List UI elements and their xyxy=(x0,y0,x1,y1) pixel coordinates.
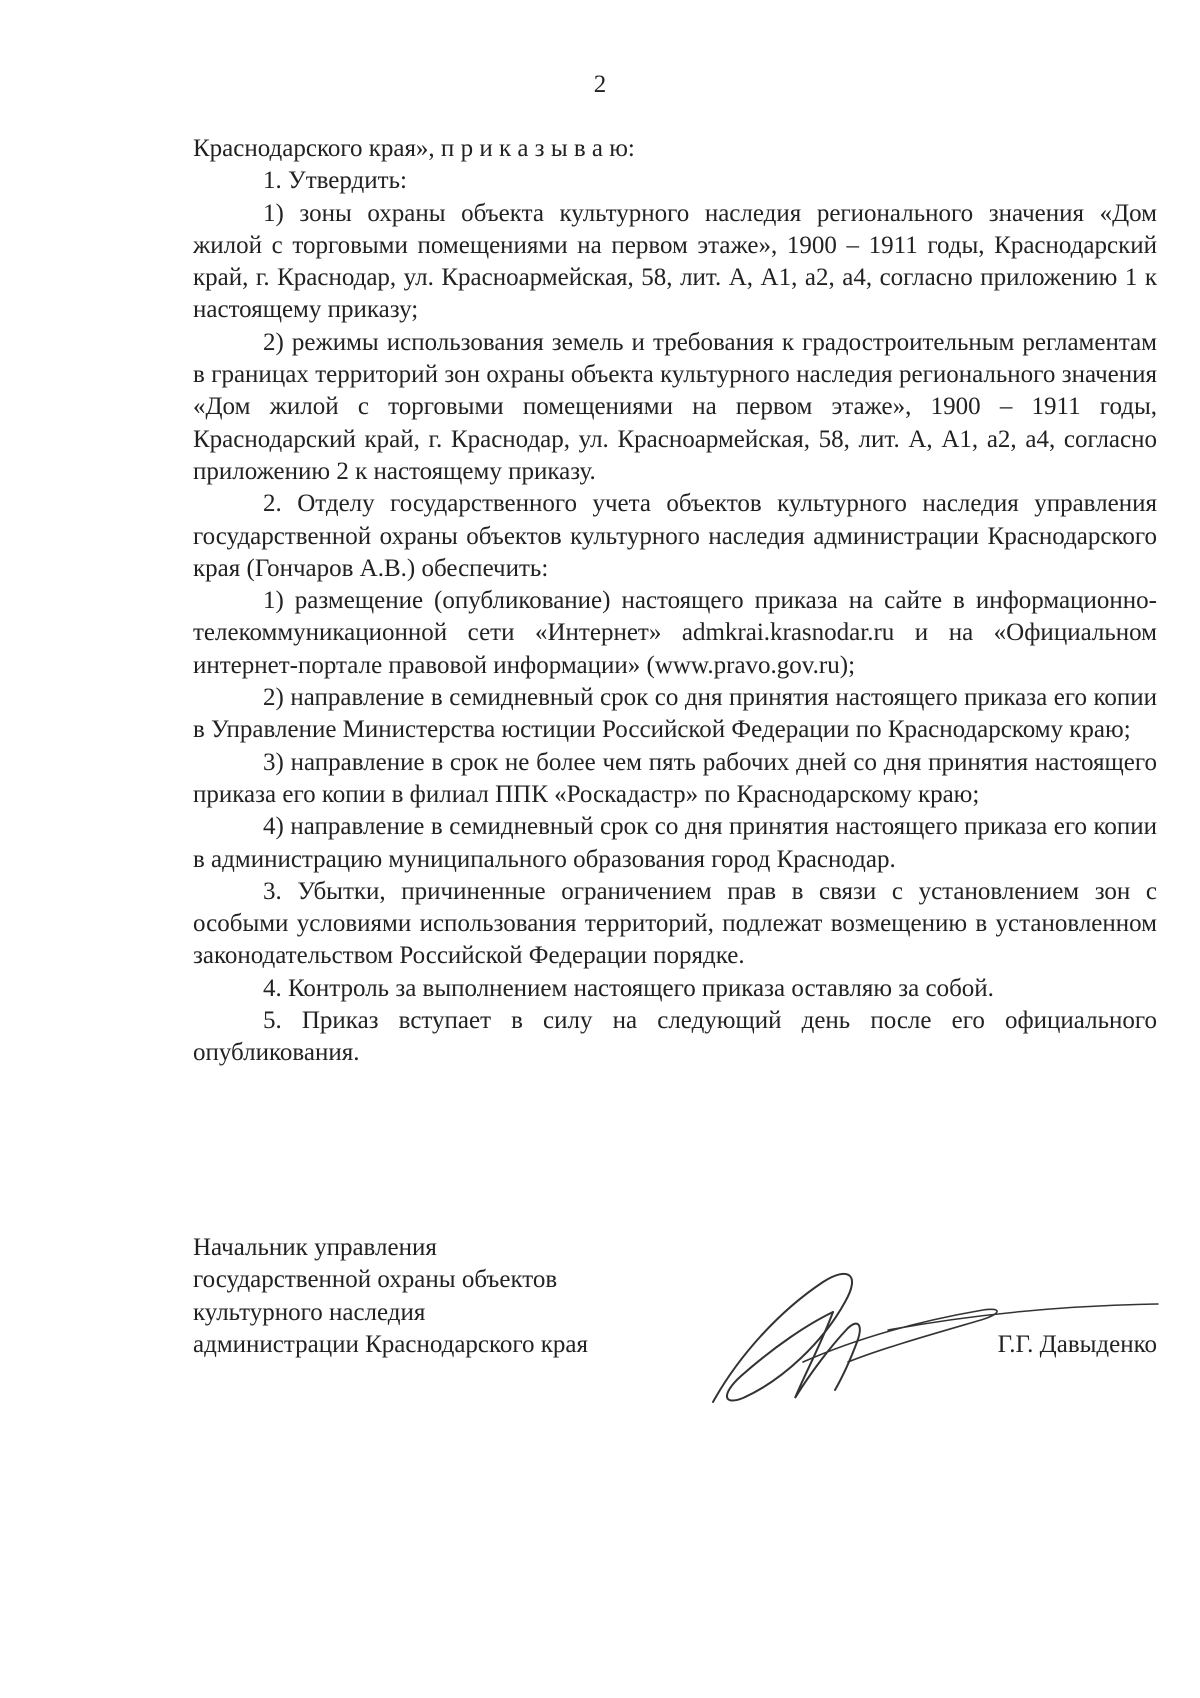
document-body xyxy=(193,133,1157,1070)
paragraph-approve-item-1: 1) зоны охраны объекта культурного наследия регионального значения «Дом жилой с торговыми помещениями на первом этаже», 1900 – 1911 годы, Краснодарский край, г. Краснодар, ул. Красноармейская, 58, лит. А, А1, а2, а4, согласно приложению 1 к настоящему приказу; xyxy=(193,199,1157,324)
paragraph-duty-item-4: 4) направление в семидневный срок со дня принятия настоящего приказа его копии в администрацию муниципального образования город Краснодар. xyxy=(193,813,1157,873)
paragraph-control: 4. Контроль за выполнением настоящего приказа оставляю за собой. xyxy=(263,974,994,1002)
paragraph-losses: 3. Убытки, причиненные ограничением прав в связи с установлением зон с особыми условиями использования территорий, подлежат возмещению в установленном законодательством Российской Федерации порядке. xyxy=(193,877,1157,970)
signatory-name: Г.Г. Давыденко xyxy=(997,1330,1157,1358)
signatory-position-line: государственной охраны объектов xyxy=(193,1266,558,1294)
signatory-position-line: Начальник управления xyxy=(193,1234,437,1261)
paragraph-approve: 1. Утвердить: xyxy=(263,167,407,195)
paragraph-approve-item-2: 2) режимы использования земель и требования к градостроительным регламентам в границах территорий зон охраны объекта культурного наследия регионального значения «Дом жилой с торговыми помещениями на первом этаже», 1900 – 1911 годы, Краснодарский край, г. Краснодар, ул. Красноармейская, 58, лит. А, А1, а2, а4, согласно приложению 2 к настоящему приказу. xyxy=(193,328,1157,485)
paragraph-duty-item-3: 3) направление в срок не более чем пять рабочих дней со дня принятия настоящего приказа его копии в филиал ППК «Роскадастр» по Краснодарскому краю; xyxy=(193,748,1157,808)
paragraph-order-intro: Краснодарского края», п р и к а з ы в а ю: xyxy=(193,135,635,162)
signatory-position-line: администрации Краснодарского края xyxy=(193,1330,589,1358)
paragraph-department-duties: 2. Отделу государственного учета объектов культурного наследия управления государственной охраны объектов культурного наследия администрации Краснодарского края (Гончаров А.В.) обеспечить: xyxy=(193,490,1157,582)
paragraph-effective-date: 5. Приказ вступает в силу на следующий день после его официального опубликования. xyxy=(193,1007,1157,1067)
signature-block xyxy=(193,1232,1157,1412)
paragraph-duty-item-1: 1) размещение (опубликование) настоящего приказа на сайте в информационно-телекоммуникационной сети «Интернет» admkrai.krasnodar.ru и на «Официальном интернет-портале правовой информации» (www.pravo.gov.ru); xyxy=(193,587,1157,679)
signatory-position-line: культурного наследия xyxy=(193,1298,426,1326)
page-number: 2 xyxy=(593,71,607,98)
paragraph-duty-item-2: 2) направление в семидневный срок со дня принятия настоящего приказа его копии в Управление Министерства юстиции Российской Федерации по Краснодарскому краю; xyxy=(193,684,1157,744)
